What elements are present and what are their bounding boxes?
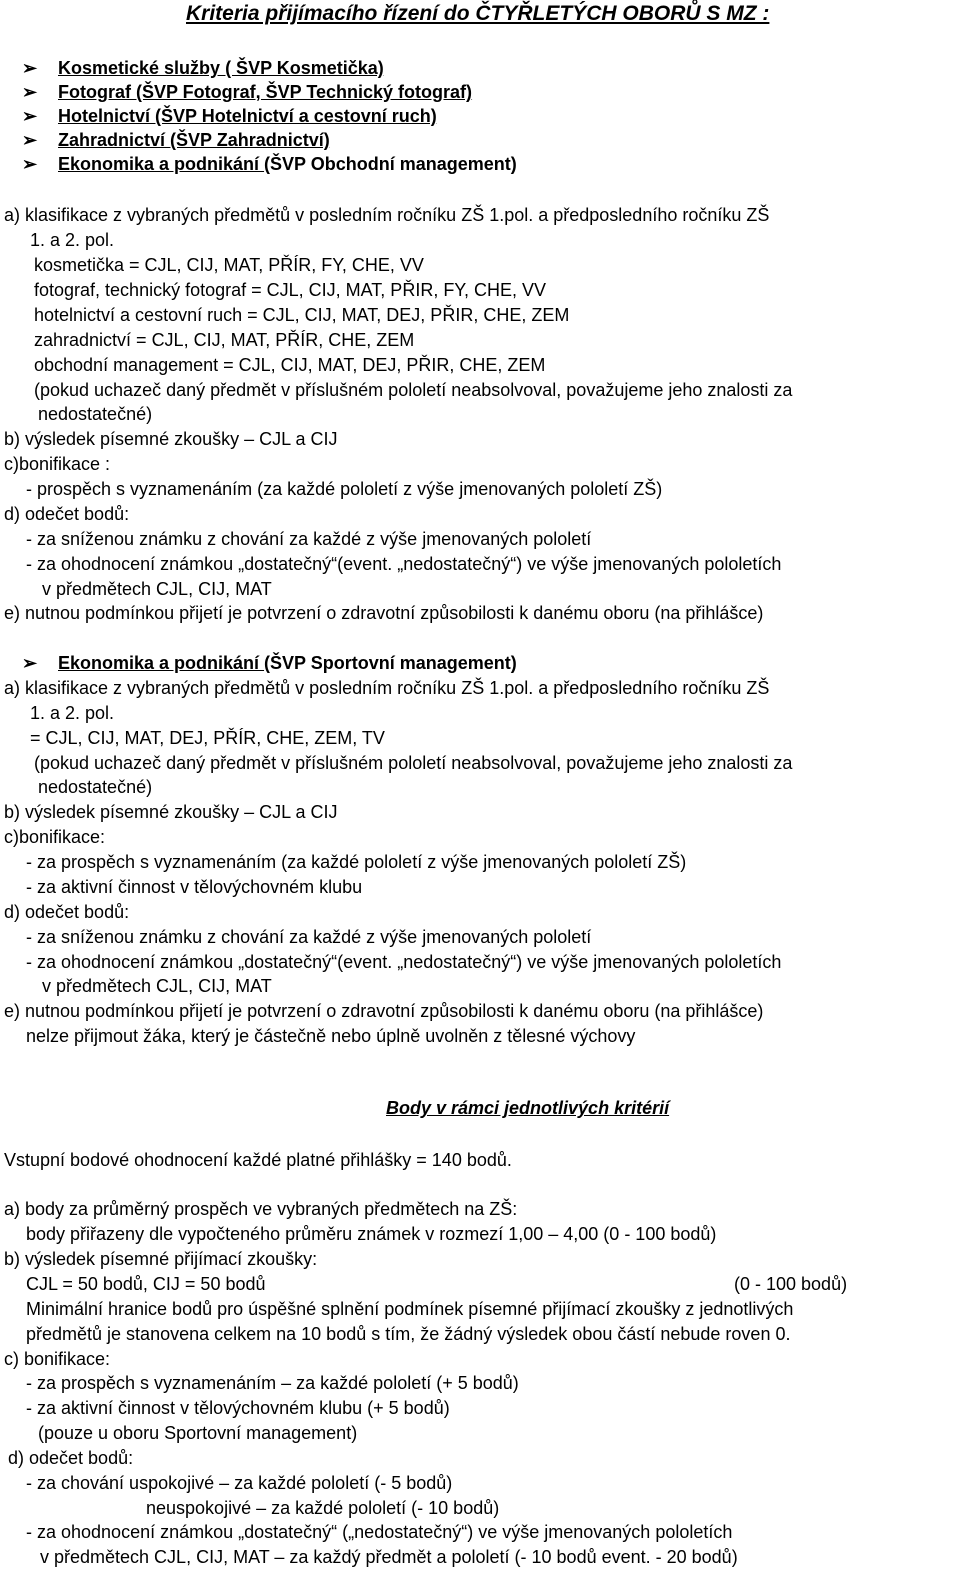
text-line: (pouze u oboru Sportovní management) <box>38 1423 358 1443</box>
text-line: 1. a 2. pol. <box>30 230 115 250</box>
text-line: = CJL, CIJ, MAT, DEJ, PŘÍR, CHE, ZEM, TV <box>30 728 385 748</box>
text-line: d) odečet bodů: <box>8 1448 134 1468</box>
list-item: ➢ Ekonomika a podnikání (ŠVP Obchodní management) <box>22 154 517 174</box>
text-line: nelze přijmout žáka, který je částečně nebo úplně uvolněn z tělesné výchovy <box>26 1026 636 1046</box>
text-line: a) klasifikace z vybraných předmětů v posledním ročníku ZŠ 1.pol. a předposledního ročníku ZŠ <box>4 205 770 225</box>
text-line: - za prospěch s vyznamenáním – za každé pololetí (+ 5 bodů) <box>26 1373 519 1393</box>
text-line: v předmětech CJL, CIJ, MAT <box>42 579 272 599</box>
list-item: ➢ Kosmetické služby ( ŠVP Kosmetička) <box>22 58 384 78</box>
text-line: Vstupní bodové ohodnocení každé platné přihlášky = 140 bodů. <box>4 1150 512 1170</box>
text-line: - za sníženou známku z chování za každé z výše jmenovaných pololetí <box>26 927 592 947</box>
text-line: - za ohodnocení známkou „dostatečný“(event. „nedostatečný“) ve výše jmenovaných pololetích <box>26 554 782 574</box>
text-line: b) výsledek písemné zkoušky – CJL a CIJ <box>4 429 338 449</box>
text-line: fotograf, technický fotograf = CJL, CIJ, MAT, PŘIR, FY, CHE, VV <box>34 280 547 300</box>
arrow-bullet-icon: ➢ <box>22 154 38 174</box>
list-item: ➢ Ekonomika a podnikání (ŠVP Sportovní management) <box>22 653 517 673</box>
text-line: - za prospěch s vyznamenáním (za každé pololetí z výše jmenovaných pololetí ZŠ) <box>26 852 687 872</box>
arrow-bullet-icon: ➢ <box>22 82 38 102</box>
text-line: - za ohodnocení známkou „dostatečný“ („nedostatečný“) ve výše jmenovaných pololetích <box>26 1522 733 1542</box>
text-line: - prospěch s vyznamenáním (za každé pololetí z výše jmenovaných pololetí ZŠ) <box>26 479 663 499</box>
text-line: 1. a 2. pol. <box>30 703 115 723</box>
text-line: - za aktivní činnost v tělovýchovném klubu <box>26 877 363 897</box>
list-item: ➢ Zahradnictví (ŠVP Zahradnictví) <box>22 130 330 150</box>
text-line: neuspokojivé – za každé pololetí (- 10 bodů) <box>146 1498 500 1518</box>
text-line: hotelnictví a cestovní ruch = CJL, CIJ, MAT, DEJ, PŘIR, CHE, ZEM <box>34 305 570 325</box>
text-line: c)bonifikace : <box>4 454 111 474</box>
text-line: b) výsledek písemné přijímací zkoušky: <box>4 1249 318 1269</box>
text-line: - za aktivní činnost v tělovýchovném klubu (+ 5 bodů) <box>26 1398 450 1418</box>
text-line: e) nutnou podmínkou přijetí je potvrzení o zdravotní způsobilosti k danému oboru (na přihlášce) <box>4 1001 764 1021</box>
text-line: kosmetička = CJL, CIJ, MAT, PŘÍR, FY, CHE, VV <box>34 255 424 275</box>
text-line: (pokud uchazeč daný předmět v příslušném pololetí neabsolvoval, považujeme jeho znalosti za <box>34 380 793 400</box>
text-line: nedostatečné) <box>38 777 153 797</box>
text-line: c)bonifikace: <box>4 827 106 847</box>
text-line: e) nutnou podmínkou přijetí je potvrzení o zdravotní způsobilosti k danému oboru (na přihlášce) <box>4 603 764 623</box>
arrow-bullet-icon: ➢ <box>22 58 38 78</box>
text-line: CJL = 50 bodů, CIJ = 50 bodů <box>26 1274 266 1294</box>
text-line: body přiřazeny dle vypočteného průměru známek v rozmezí 1,00 – 4,00 (0 - 100 bodů) <box>26 1224 717 1244</box>
text-line: předmětů je stanovena celkem na 10 bodů s tím, že žádný výsledek obou částí nebude roven 0. <box>26 1324 791 1344</box>
text-line: v předmětech CJL, CIJ, MAT <box>42 976 272 996</box>
list-item: ➢ Hotelnictví (ŠVP Hotelnictví a cestovní ruch) <box>22 106 437 126</box>
text-line: b) výsledek písemné zkoušky – CJL a CIJ <box>4 802 338 822</box>
text-line: obchodní management = CJL, CIJ, MAT, DEJ, PŘIR, CHE, ZEM <box>34 355 546 375</box>
text-line: (pokud uchazeč daný předmět v příslušném pololetí neabsolvoval, považujeme jeho znalosti za <box>34 753 793 773</box>
text-line: - za sníženou známku z chování za každé z výše jmenovaných pololetí <box>26 529 592 549</box>
list-item: ➢ Fotograf (ŠVP Fotograf, ŠVP Technický fotograf) <box>22 82 473 102</box>
text-line: a) klasifikace z vybraných předmětů v posledním ročníku ZŠ 1.pol. a předposledního ročníku ZŠ <box>4 678 770 698</box>
section-subtitle: Body v rámci jednotlivých kritérií <box>386 1098 670 1118</box>
text-line: - za ohodnocení známkou „dostatečný“(event. „nedostatečný“) ve výše jmenovaných pololetích <box>26 952 782 972</box>
text-line: Minimální hranice bodů pro úspěšné splnění podmínek písemné přijímací zkoušky z jednotlivých <box>26 1299 794 1319</box>
arrow-bullet-icon: ➢ <box>22 130 38 150</box>
page-title: Kriteria přijímacího řízení do ČTYŘLETÝCH OBORŮ S MZ : <box>186 2 770 25</box>
text-line: zahradnictví = CJL, CIJ, MAT, PŘÍR, CHE, ZEM <box>34 330 415 350</box>
arrow-bullet-icon: ➢ <box>22 106 38 126</box>
text-line: a) body za průměrný prospěch ve vybraných předmětech na ZŠ: <box>4 1199 518 1219</box>
text-line: v předmětech CJL, CIJ, MAT – za každý předmět a pololetí (- 10 bodů event. - 20 bodů) <box>40 1547 738 1567</box>
arrow-bullet-icon: ➢ <box>22 653 38 673</box>
text-line: - za chování uspokojivé – za každé pololetí (- 5 bodů) <box>26 1473 453 1493</box>
text-line: c) bonifikace: <box>4 1349 111 1369</box>
text-line: (0 - 100 bodů) <box>734 1274 848 1294</box>
text-line: d) odečet bodů: <box>4 504 130 524</box>
text-line: nedostatečné) <box>38 404 153 424</box>
text-line: d) odečet bodů: <box>4 902 130 922</box>
